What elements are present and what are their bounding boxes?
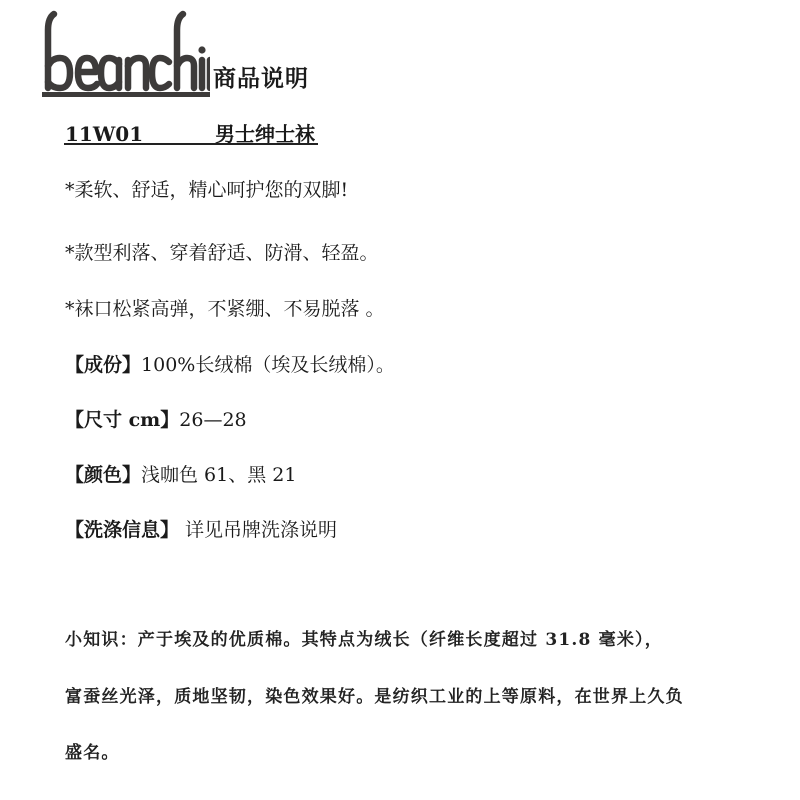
spec-color xyxy=(65,460,296,487)
spec-size xyxy=(65,405,247,432)
page-title: 商品说明 xyxy=(213,65,309,92)
feature-cuff: *袜口松紧高弹，不紧绷、不易脱落 。 xyxy=(65,298,385,320)
spec-care xyxy=(65,515,337,542)
spec-material-value: 100%长绒棉（埃及长绒棉）。 xyxy=(141,354,395,376)
product-name: 男士绅士袜 xyxy=(215,122,315,146)
spec-material-label: 【成份】 xyxy=(65,354,142,376)
trivia-line-2: 富蚕丝光泽，质地坚韧，染色效果好。是纺织工业的上等原料，在世界上久负 xyxy=(65,687,684,707)
trivia-line-3: 盛名。 xyxy=(65,743,120,763)
spec-size-value: 26—28 xyxy=(179,409,247,431)
spec-care-value: 详见吊牌洗涤说明 xyxy=(179,519,338,541)
trivia-line-1: 小知识：产于埃及的优质棉。其特点为绒长（纤维长度超过 31.8 毫米）， xyxy=(65,630,663,650)
spec-color-value: 浅咖色 61、黑 21 xyxy=(141,464,297,486)
logo-wordmark-graphic xyxy=(40,8,210,98)
product-heading-underline xyxy=(64,143,318,145)
feature-style: *款型利落、穿着舒适、防滑、轻盈。 xyxy=(65,242,379,264)
spec-care-label: 【洗涤信息】 xyxy=(65,519,180,541)
feature-softness: *柔软、舒适，精心呵护您的双脚! xyxy=(65,179,349,201)
spec-color-label: 【颜色】 xyxy=(65,464,142,486)
spec-material xyxy=(65,350,395,377)
spec-size-label: 【尺寸 cm】 xyxy=(65,409,180,431)
product-code: 11W01 xyxy=(65,122,144,146)
brand-logo xyxy=(40,8,210,98)
